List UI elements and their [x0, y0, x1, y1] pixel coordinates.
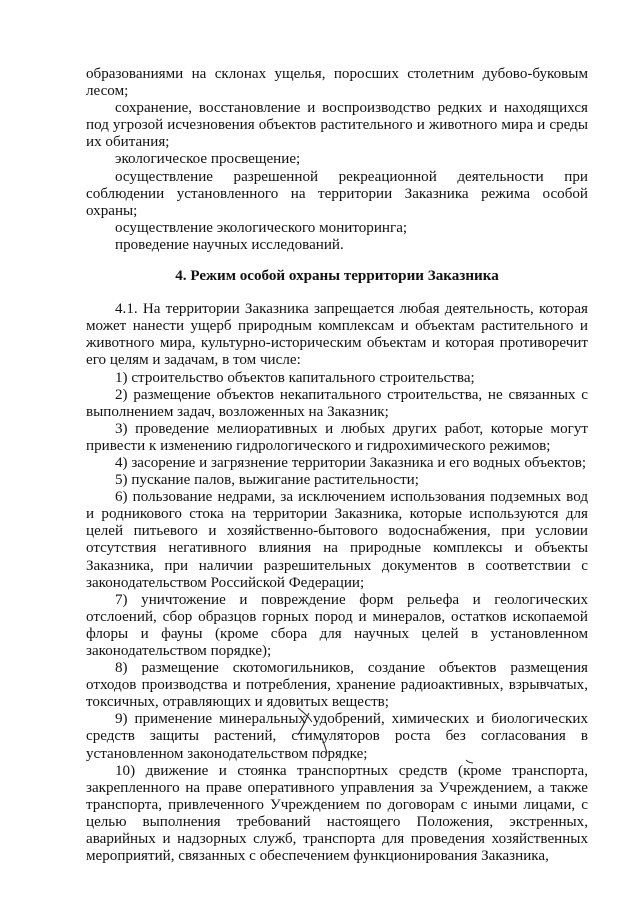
paragraph-rare-species: сохранение, восстановление и воспроизводство редких и находящихся под угрозой исчезновения объектов растительного и животного мира и среды их обитания; [86, 100, 588, 151]
list-item-8: 8) размещение скотомогильников, создание объектов размещения отходов производства и потребления, хранение радиоактивных, взрывчатых, токсичных, отравляющих и ядовитых веществ; [86, 660, 588, 711]
paragraph-monitoring: осуществление экологического мониторинга; [115, 219, 408, 236]
paragraph-research: проведение научных исследований. [115, 236, 344, 253]
list-item-10: 10) движение и стоянка транспортных средств (кроме транспорта, закрепленного на праве оперативного управления за Учреждением, а также транспорта, привлеченного Учреждением по договорам с иными лицами, с целью выполнения требований настоящего Положения, экстренных, аварийных и надзорных служб, транспорта для проведения хозяйственных мероприятий, связанных с обеспечением функционирования Заказника, [86, 762, 588, 865]
list-item-7: 7) уничтожение и повреждение форм рельефа и геологических отслоений, сбор образцов горных пород и минералов, остатков ископаемой флоры и фауны (кроме сбора для научных целей в установленном законодательством порядке); [86, 591, 588, 659]
list-item-5: 5) пускание палов, выжигание растительности; [115, 472, 419, 489]
paragraph-4-1: 4.1. На территории Заказника запрещается любая деятельность, которая может нанести ущерб природным комплексам и объектам растительного и животного мира, культурно-историческим объектам и которая противоречит его целям и задачам, в том числе: [86, 301, 588, 369]
paragraph-recreation: осуществление разрешенной рекреационной деятельности при соблюдении установленного на территории Заказника режима особой охраны; [86, 168, 588, 219]
document-body [86, 66, 588, 865]
list-item-2: 2) размещение объектов некапитального строительства, не связанных с выполнением задач, возложенных на Заказник; [86, 386, 588, 420]
paragraph-continuation: образованиями на склонах ущелья, поросших столетним дубово-буковым лесом; [86, 66, 588, 100]
list-item-3: 3) проведение мелиоративных и любых других работ, которые могут привести к изменению гидрологического и гидрохимического режимов; [86, 420, 588, 454]
list-item-1: 1) строительство объектов капитального строительства; [115, 369, 475, 386]
list-item-4: 4) засорение и загрязнение территории Заказника и его водных объектов; [115, 454, 587, 471]
list-item-9: 9) применение минеральных удобрений, химических и биологических средств защиты растений, стимуляторов роста без согласования в установленном законодательством порядке; [86, 711, 588, 762]
paragraph-education: экологическое просвещение; [115, 151, 301, 168]
list-item-6: 6) пользование недрами, за исключением использования подземных вод и родникового стока на территории Заказника, которые используются для целей питьевого и хозяйственно-бытового водоснабжения, при условии отсутствия негативного влияния на природные комплексы и объекты Заказника, при наличии разрешительных документов в соответствии с законодательством Российской Федерации; [86, 489, 588, 591]
section-heading: 4. Режим особой охраны территории Заказника [175, 268, 499, 285]
